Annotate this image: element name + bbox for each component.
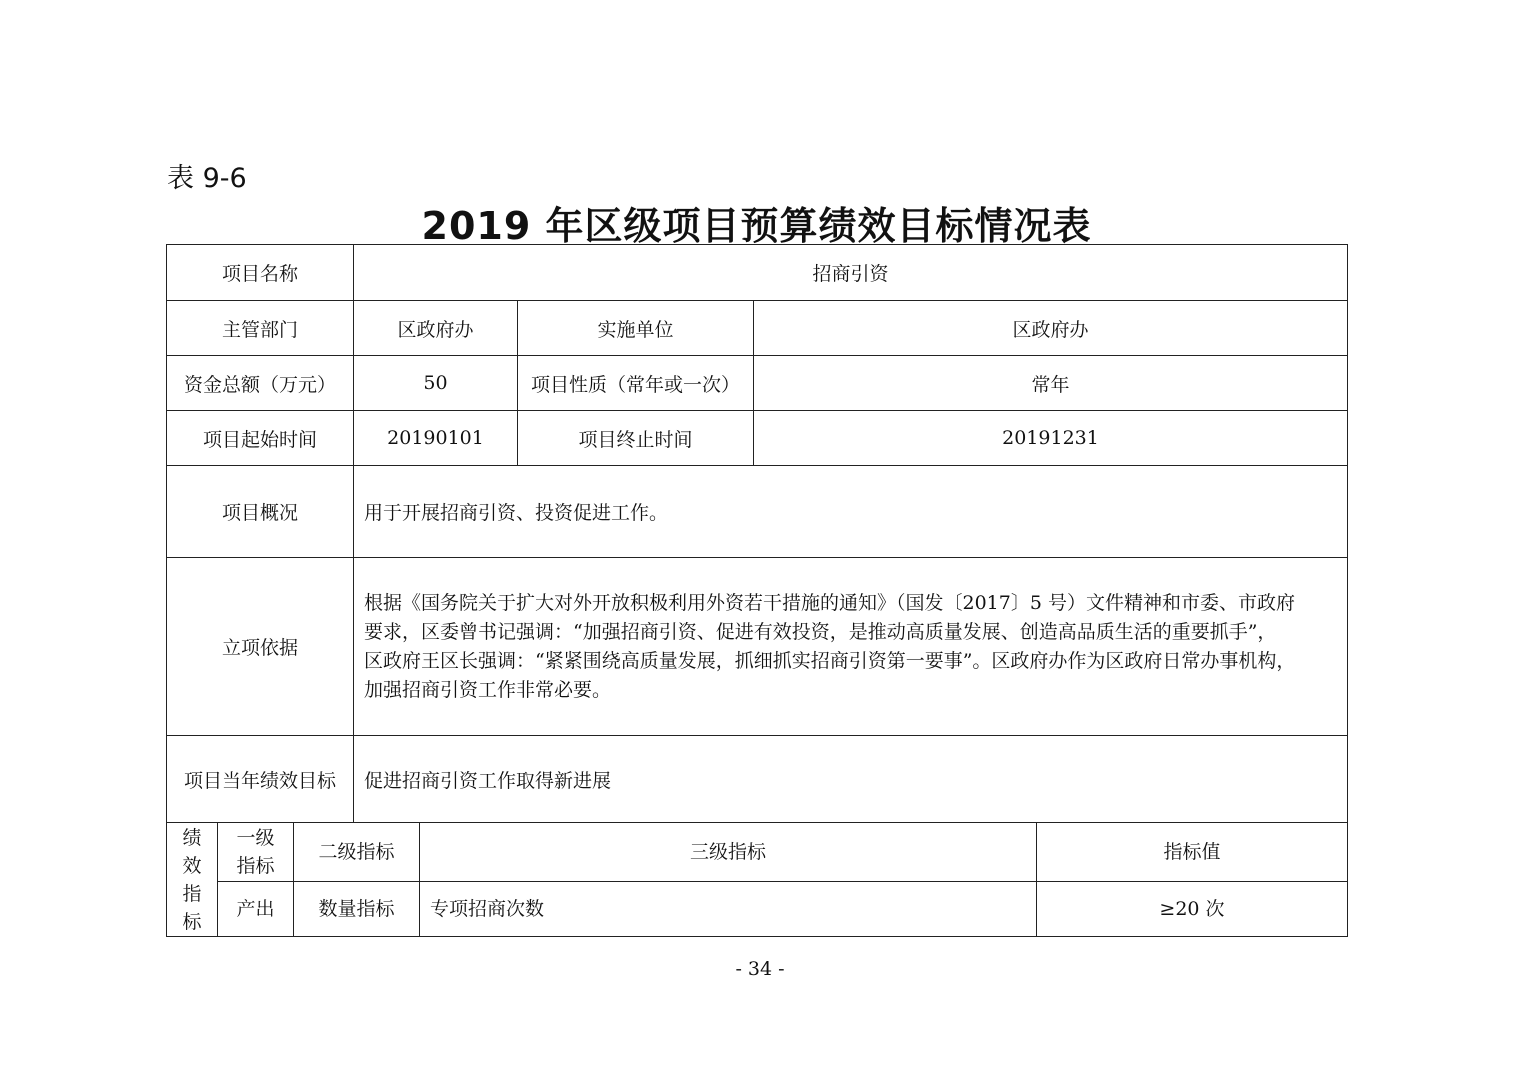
document-title: 2019 年区级项目预算绩效目标情况表 <box>421 204 1092 248</box>
table-row <box>167 558 1348 736</box>
impl-unit-label: 实施单位 <box>518 301 754 356</box>
page-number: - 34 - <box>735 958 785 980</box>
end-time-value: 20191231 <box>754 411 1348 466</box>
table-row <box>167 823 1348 882</box>
table-row <box>167 411 1348 466</box>
indicator-side-char: 绩 <box>182 826 202 849</box>
table-row <box>167 301 1348 356</box>
basis-value <box>354 558 1348 736</box>
indicator-side-char: 标 <box>182 910 202 933</box>
table-row <box>167 736 1348 823</box>
project-name-label: 项目名称 <box>167 245 354 301</box>
level2-cell: 数量指标 <box>294 882 420 937</box>
basis-label: 立项依据 <box>167 558 354 736</box>
start-time-label: 项目起始时间 <box>167 411 354 466</box>
value-cell: ≥20 次 <box>1037 882 1348 937</box>
end-time-label: 项目终止时间 <box>518 411 754 466</box>
table-row <box>167 466 1348 558</box>
overview-label: 项目概况 <box>167 466 354 558</box>
nature-value: 常年 <box>754 356 1348 411</box>
dept-label: 主管部门 <box>167 301 354 356</box>
overview-value: 用于开展招商引资、投资促进工作。 <box>354 466 1348 558</box>
level3-cell: 专项招商次数 <box>420 882 1037 937</box>
level1-header-line: 指标 <box>236 855 275 877</box>
basis-line: 加强招商引资工作非常必要。 <box>364 678 612 701</box>
start-time-value: 20190101 <box>354 411 518 466</box>
level2-header: 二级指标 <box>294 823 420 882</box>
table-row <box>167 356 1348 411</box>
total-fund-value: 50 <box>354 356 518 411</box>
goal-label: 项目当年绩效目标 <box>167 736 354 823</box>
level1-header <box>218 823 294 882</box>
table-number: 表 9-6 <box>167 163 247 194</box>
indicator-table <box>166 822 1348 937</box>
dept-value: 区政府办 <box>354 301 518 356</box>
basis-line: 根据《国务院关于扩大对外开放积极利用外资若干措施的通知》（国发〔2017〕5 号）文件精神和市委、市政府 <box>364 591 1295 614</box>
level1-header-line: 一级 <box>236 827 275 849</box>
project-info-table <box>166 244 1348 823</box>
nature-label: 项目性质（常年或一次） <box>518 356 754 411</box>
indicator-side-label <box>167 823 218 937</box>
impl-unit-value: 区政府办 <box>754 301 1348 356</box>
level3-header: 三级指标 <box>420 823 1037 882</box>
table-row <box>167 245 1348 301</box>
level1-cell: 产出 <box>218 882 294 937</box>
indicator-side-char: 效 <box>182 854 202 877</box>
basis-line: 区政府王区长强调：“紧紧围绕高质量发展，抓细抓实招商引资第一要事”。区政府办作为区政府日常办事机构， <box>364 649 1296 672</box>
value-header: 指标值 <box>1037 823 1348 882</box>
indicator-side-char: 指 <box>182 882 202 905</box>
table-row <box>167 882 1348 937</box>
goal-value: 促进招商引资工作取得新进展 <box>354 736 1348 823</box>
total-fund-label: 资金总额（万元） <box>167 356 354 411</box>
basis-line: 要求，区委曾书记强调：“加强招商引资、促进有效投资，是推动高质量发展、创造高品质生活的重要抓手”， <box>364 620 1277 643</box>
project-name-value: 招商引资 <box>354 245 1348 301</box>
